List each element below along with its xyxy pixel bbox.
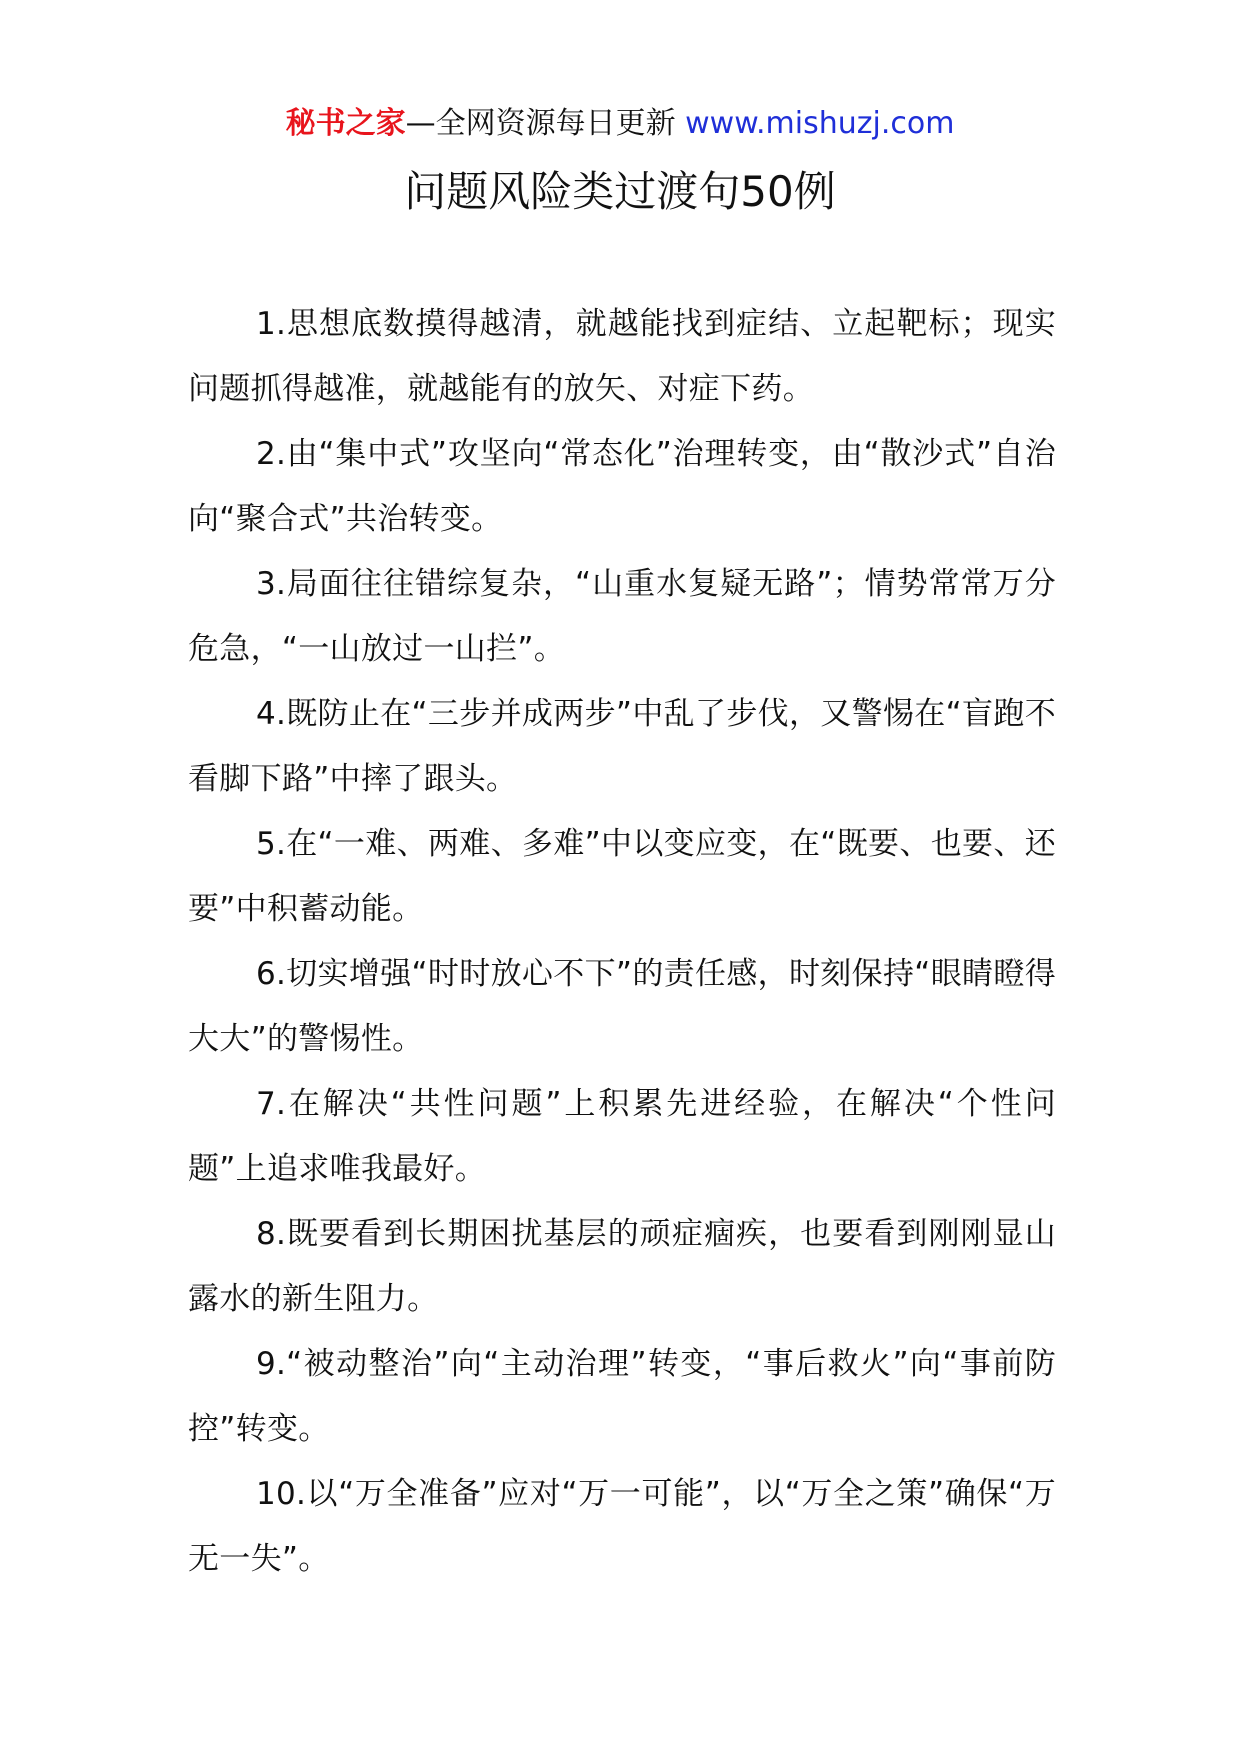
paragraph-8: 8.既要看到长期困扰基层的顽症痼疾，也要看到刚刚显山露水的新生阻力。 bbox=[188, 1216, 1056, 1317]
document-body bbox=[188, 292, 1056, 1592]
paragraph-4: 4.既防止在“三步并成两步”中乱了步伐，又警惕在“盲跑不看脚下路”中摔了跟头。 bbox=[188, 696, 1056, 797]
paragraph-7: 7.在解决“共性问题”上积累先进经验，在解决“个性问题”上追求唯我最好。 bbox=[188, 1086, 1056, 1187]
paragraph-6: 6.切实增强“时时放心不下”的责任感，时刻保持“眼睛瞪得大大”的警惕性。 bbox=[188, 956, 1056, 1057]
header-slogan: —全网资源每日更新 bbox=[405, 106, 686, 141]
paragraph-2: 2.由“集中式”攻坚向“常态化”治理转变，由“散沙式”自治向“聚合式”共治转变。 bbox=[188, 436, 1056, 537]
site-header bbox=[0, 102, 1240, 146]
brand-name: 秘书之家 bbox=[285, 106, 406, 141]
site-url-link[interactable]: www.mishuzj.com bbox=[685, 106, 955, 141]
paragraph-3: 3.局面往往错综复杂，“山重水复疑无路”；情势常常万分危急，“一山放过一山拦”。 bbox=[188, 566, 1056, 667]
paragraph-9: 9.“被动整治”向“主动治理”转变，“事后救火”向“事前防控”转变。 bbox=[188, 1346, 1056, 1447]
paragraph-10: 10.以“万全准备”应对“万一可能”，以“万全之策”确保“万无一失”。 bbox=[188, 1476, 1056, 1577]
paragraph-1: 1.思想底数摸得越清，就越能找到症结、立起靶标；现实问题抓得越准，就越能有的放矢、对症下药。 bbox=[188, 306, 1056, 407]
paragraph-5: 5.在“一难、两难、多难”中以变应变，在“既要、也要、还要”中积蓄动能。 bbox=[188, 826, 1056, 927]
document-title: 问题风险类过渡句50例 bbox=[404, 167, 836, 216]
